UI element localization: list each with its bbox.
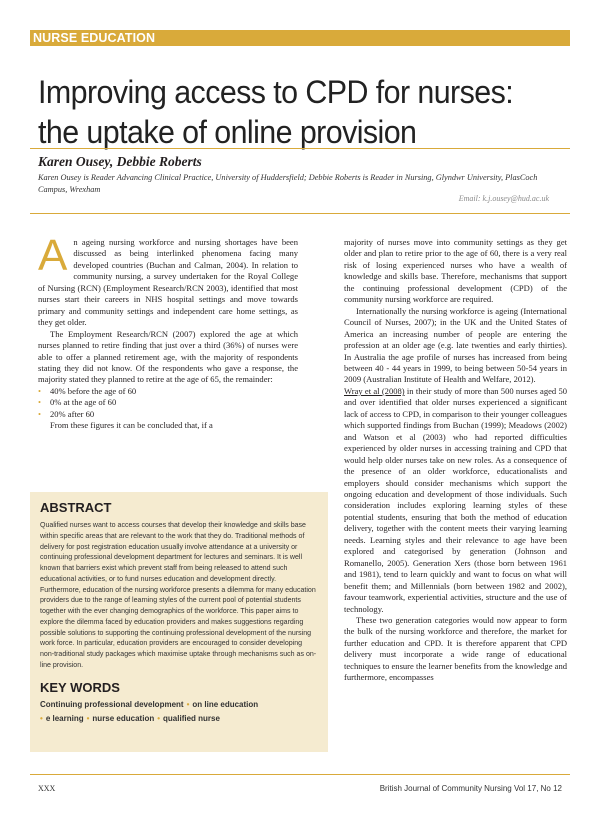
author-rule (30, 213, 570, 214)
paragraph: Internationally the nursing workforce is ageing (International Council of Nurses, 2007); in the UK and the United States of America an increasing number of people are entering the profession at an older age (e.g. late twenties and early thirties). In Australia the age profile of nurses has increased from being between 40 - 44 years in 1999, to being between 50-54 years in 2009 (Australian Institute of Health and Welfare, 2012). (344, 305, 567, 385)
body-column-right (344, 237, 567, 684)
title-rule (30, 148, 570, 149)
keyword: on line education (192, 699, 259, 709)
citation-link[interactable]: Wray et al (2008) (344, 385, 405, 396)
journal-citation: British Journal of Community Nursing Vol 17, No 12 (379, 784, 562, 793)
author-affiliation: Karen Ousey is Reader Advancing Clinical Practice, University of Huddersfield; Debbie Roberts is Reader in Nursing, Glyndwr University, PlasCoch Campus, Wrexham (38, 173, 538, 194)
keyword: e learning (45, 713, 84, 723)
page-number: XXX (38, 784, 56, 793)
bullet-icon: • (38, 397, 41, 408)
body-column-left (38, 231, 298, 432)
bullet-icon: • (40, 713, 43, 723)
bullet-icon: • (38, 408, 41, 419)
footer-rule (30, 774, 570, 775)
abstract-heading: ABSTRACT (40, 500, 112, 515)
paragraph: From these figures it can be concluded that, if a (50, 420, 213, 431)
bullet-item (38, 397, 298, 408)
paragraph: majority of nurses move into community settings as they get older and plan to retire prior to the age of 60, there is a very real risk of losing experienced nurses who have a wealth of knowledge and skills base. Therefore, mechanisms that support the continuing professional development (CPD) of the community nursing workforce are required. (344, 237, 567, 305)
drop-cap: A (38, 231, 68, 280)
keyword: Continuing professional development (40, 699, 184, 709)
bullet-text: 20% after 60 (50, 408, 95, 419)
abstract-text: Qualified nurses want to access courses that develop their knowledge and skills base within specific areas that are relevant to the work that they do. Traditional methods of delivery for post registration education usually involve attendance at a university or continuing professional development department for lectures and seminars. It is well known that barriers exist which prevent staff from being released to attend such educational activities, or to fund nurses education and development directly. Furthermore, education of the nursing workforce presents a dilemma for many education providers due to the range of learning styles of the current pool of potential students together with the ever changing demographics of the workforce. This paper aims to explore the dilemma faced by education providers and makes suggestions regarding possible solutions to supporting the continuing professional development of the nursing work force. In particular, education providers are encouraged to consider developing non-traditional study packages which maximise uptake through mechanisms such as on-line provision. (40, 522, 317, 669)
author-names: Karen Ousey, Debbie Roberts (38, 154, 202, 169)
abstract-box (30, 492, 328, 752)
paragraph: The Employment Research/RCN (2007) explored the age at which nurses planned to retire finding that just over a third (36%) of nurses were able to offer a planned retirement age, with the majority of respondents stating they did not know. Of the respondents who gave a response, the majority stated they planned to retire at the age of 65, the remainder: (38, 328, 298, 385)
paragraph: These two generation categories would now appear to form the bulk of the nursing workforce and therefore, the market for further education and CPD. It is therefore apparent that CPD delivery must incorporate a wide range of educational techniques to ensure the learner benefits from the knowledge and furthermore, encompasses (344, 614, 567, 683)
keywords-line-1 (40, 698, 318, 712)
article-title (38, 72, 551, 152)
paragraph-text: in their study of more than 500 nurses aged 50 and over identified that older nurses experienced a significant lack of access to CPD, in comparison to their younger colleagues which supported findings from Buchan (1999); Meadows (2002) and Watson et al (2003) who had reported difficulties experienced by older nurses in accessing training and CPD that would help older nurses take on new roles. As a consequence of the presence of an older workforce, educationalists and employers should consider mechanisms which support the ongoing education and development of those individuals. Such consideration includes exploring learning styles of these potential students, ensuring that both the method of education delivery, together with the content meets their varying learning needs. Learning styles and their relevance to age have been explored and categorised by generation (Johnson and Romanello, 2005). Generation Xers (those born between 1961 and 1981), tend to learn quickly and want to focus on what will benefit them; and Millennials (born between 1982 and 2002), favour teamwork, experiential activities, structure and the use of technology. (344, 385, 567, 614)
title-line-1: Improving access to CPD for nurses: (38, 74, 514, 110)
author-email[interactable]: Email: k.j.ousey@hud.ac.uk (458, 194, 549, 203)
keyword: nurse education (92, 713, 155, 723)
keywords-heading: KEY WORDS (40, 679, 120, 695)
bullet-text: 0% at the age of 60 (50, 397, 117, 408)
paragraph (344, 386, 567, 615)
bullet-icon: • (157, 713, 161, 723)
bullet-item (38, 386, 298, 397)
bullet-text: 40% before the age of 60 (50, 385, 137, 396)
paragraph: n ageing nursing workforce and nursing shortages have been discussed as being interlinked phenomena facing many developed countries (Buchan and Calman, 2004). In relation to community nursing, a survey undertaken for the Royal College of Nursing (RCN) (Employment Research/RCN 2003), identified that most nurses start their careers in NHS hospital settings and move towards primary and community settings and independent care home settings, as they get older. (38, 237, 298, 328)
title-line-2: the uptake of online provision (38, 114, 417, 150)
keywords-line-2 (40, 712, 318, 726)
section-banner: NURSE EDUCATION (30, 30, 570, 46)
bullet-item (38, 409, 298, 420)
keyword: qualified nurse (163, 713, 220, 723)
bullet-icon: • (38, 385, 41, 396)
bullet-icon: • (186, 699, 190, 709)
bullet-icon: • (86, 713, 90, 723)
